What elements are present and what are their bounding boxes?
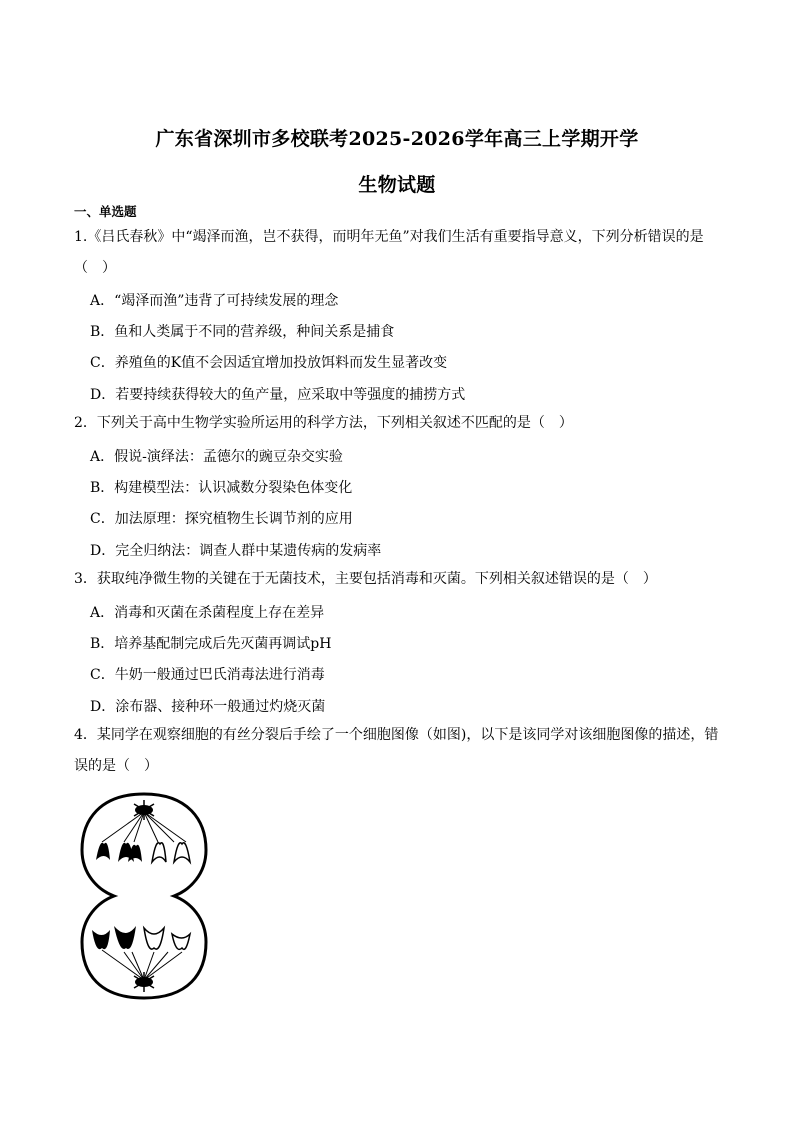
question-2-option-d: D．完全归纳法：调查人群中某遗传病的发病率 bbox=[90, 543, 382, 559]
section-heading: 一、单选题 bbox=[74, 204, 137, 219]
question-2-option-a: A．假说-演绎法：孟德尔的豌豆杂交实验 bbox=[90, 449, 343, 465]
exam-title-line1: 广东省深圳市多校联考2025-2026学年高三上学期开学 bbox=[155, 128, 639, 150]
question-4-stem-line1: 4．某同学在观察细胞的有丝分裂后手绘了一个细胞图像（如图)，以下是该同学对该细胞图像的描述，错 bbox=[74, 727, 719, 743]
bottom-chromosomes bbox=[92, 926, 190, 949]
question-4-stem-line2: 误的是（ ） bbox=[74, 758, 158, 774]
question-3-option-a: A．消毒和灭菌在杀菌程度上存在差异 bbox=[90, 605, 325, 621]
question-1-option-c: C．养殖鱼的K值不会因适宜增加投放饵料而发生显著改变 bbox=[90, 355, 448, 371]
question-3-option-c: C．牛奶一般通过巴氏消毒法进行消毒 bbox=[90, 667, 325, 683]
question-2-option-c: C．加法原理：探究植物生长调节剂的应用 bbox=[90, 511, 353, 527]
bottom-spindle-fibers bbox=[102, 950, 182, 980]
question-3-option-b: B．培养基配制完成后先灭菌再调试pH bbox=[90, 636, 332, 652]
question-1-option-b: B．鱼和人类属于不同的营养级，种间关系是捕食 bbox=[90, 324, 395, 340]
cell-membrane bbox=[82, 794, 206, 998]
exam-title-line2: 生物试题 bbox=[358, 174, 436, 196]
cell-division-figure bbox=[78, 790, 210, 1002]
question-1-stem-line1: 1.《吕氏春秋》中“竭泽而渔，岂不获得，而明年无鱼”对我们生活有重要指导意义，下列分析错误的是 bbox=[74, 229, 704, 245]
question-1-option-a: A．“竭泽而渔”违背了可持续发展的理念 bbox=[90, 293, 339, 309]
question-2-option-b: B．构建模型法：认识减数分裂染色体变化 bbox=[90, 480, 353, 496]
question-1-option-d: D．若要持续获得较大的鱼产量，应采取中等强度的捕捞方式 bbox=[90, 387, 466, 403]
question-1-stem-line2: （ ） bbox=[74, 260, 116, 276]
question-2-stem: 2．下列关于高中生物学实验所运用的科学方法，下列相关叙述不匹配的是（ ） bbox=[74, 415, 573, 431]
question-3-stem: 3．获取纯净微生物的关键在于无菌技术，主要包括消毒和灭菌。下列相关叙述错误的是（ ） bbox=[74, 571, 657, 587]
question-3-option-d: D．涂布器、接种环一般通过灼烧灭菌 bbox=[90, 699, 326, 715]
top-chromosomes bbox=[96, 843, 190, 862]
